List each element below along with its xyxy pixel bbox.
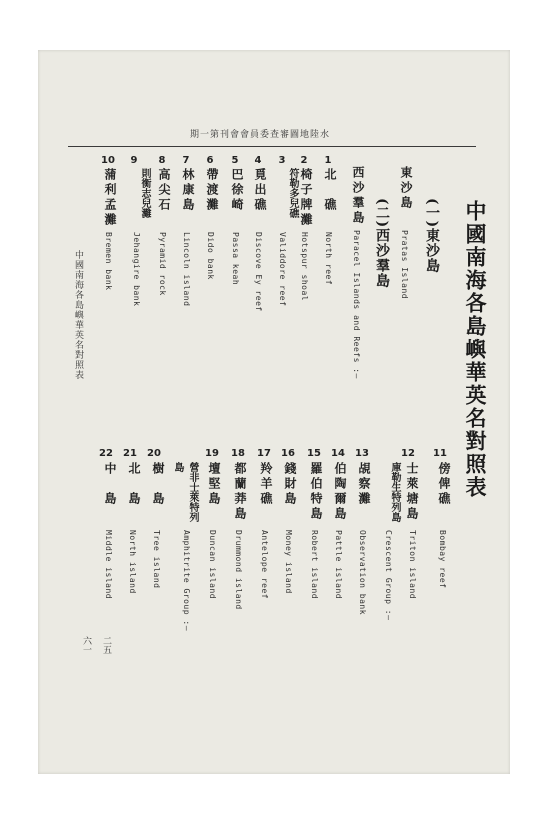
header-rule [68,146,476,147]
entry-zh: 羚羊礁 [259,462,273,507]
entry-en: Tree island [152,530,161,589]
entry-en: Bremen bank [104,232,113,291]
page-number-outer: 六一 [81,636,91,654]
entry-number: 8 [158,155,166,166]
entry-en: Observation bank [358,530,367,616]
entry-zh: 覓出礁 [253,168,267,213]
entry-en: Bombay reef [438,530,447,589]
entry-number: 21 [123,448,137,459]
entry-en: Discove Ey reef [254,232,263,312]
entry-zh: 林康島 [181,168,195,213]
section-heading-pratas: (一)東沙島 [424,198,440,274]
entry-zh: 北 島 [127,462,141,507]
entry-number: 4 [254,155,262,166]
group-zh-paracel: 西沙羣島 [351,166,365,226]
entry-en: Pattle island [334,530,343,600]
entry-number: 10 [101,155,115,166]
entry-en: Passa keah [231,232,240,286]
entry-number: 22 [99,448,113,459]
entry-en: Drummond island [234,530,243,610]
entry-en: Middle island [104,530,113,600]
entry-en: Duncan island [208,530,217,600]
entry-en-group: Amphitrite Group :— [182,530,191,632]
entry-number: 14 [331,448,345,459]
entry-number: 6 [206,155,214,166]
page-number-inner: 二五 [101,636,111,654]
entry-zh: 巴徐崎 [230,168,244,213]
entry-number: 15 [307,448,321,459]
entry-number: 13 [355,448,369,459]
entry-en: Money island [284,530,293,594]
entry-zh: 樹 島 [151,462,165,507]
entry-en: Hotspur shoal [300,232,309,302]
entry-number: 16 [281,448,295,459]
entry-zh: 中 島 [103,462,117,507]
entry-zh-group: 庫勒生特列島 [389,462,400,522]
entry-zh: 壇堅島 [207,462,221,507]
entry-number: 18 [231,448,245,459]
entry-en: North reef [324,232,333,286]
entry-zh: 則衡志兒灘 [139,168,150,218]
entry-en: Dido bank [206,232,215,280]
entry-en: Jehangire bank [132,232,141,307]
entry-zh: 帶渡灘 [205,168,219,213]
entry-en: Pyramid rock [158,232,167,296]
entry-number: 19 [205,448,219,459]
entry-zh: 錢財島 [283,462,297,507]
entry-zh: 蒲利孟灘 [103,168,117,228]
entry-number: 12 [401,448,415,459]
entry-number: 11 [433,448,447,459]
entry-number: 2 [300,155,308,166]
side-running-title: 中國南海各島嶼華英名對照表 [73,250,83,380]
group-zh-pratas: 東沙島 [399,166,413,211]
entry-zh: 都蘭莽島 [233,462,247,522]
entry-number: 7 [182,155,190,166]
entry-number: 9 [130,155,138,166]
entry-zh: 傍俾礁 [437,462,451,507]
entry-en: Validdore reef [278,232,287,307]
group-en-paracel: Paracel Islands and Reefs :— [352,230,361,379]
entry-en-group: Crescent Group :— [384,530,393,621]
entry-en: Antelope reef [260,530,269,600]
page-title: 中國南海各島嶼華英名對照表 [463,200,488,499]
entry-number: 5 [231,155,239,166]
entry-zh: 士萊塘島 [405,462,419,522]
entry-en: Triton island [408,530,417,600]
entry-zh: 覘察灘 [357,462,371,507]
entry-number: 3 [278,155,286,166]
entry-zh: 椅子牌灘 [299,168,313,228]
entry-zh: 高尖石 [157,168,171,213]
entry-en: Lincoln island [182,232,191,307]
entry-zh: 北 礁 [323,168,337,213]
entry-zh: 羅伯特島 [309,462,323,522]
entry-number: 20 [147,448,161,459]
entry-en: North island [128,530,137,594]
group-en-pratas: Pratas Island [400,230,409,300]
entry-zh: 伯陶爾島 [333,462,347,522]
section-heading-paracel: (二)西沙羣島 [374,198,390,289]
entry-zh-group: 營非士萊特列島 [172,462,198,522]
entry-zh: 符勒多兒礁 [287,168,298,218]
entry-en: Robert island [310,530,319,600]
entry-number: 17 [257,448,271,459]
entry-number: 1 [324,155,332,166]
running-header-line: 水陸地圖審查委員會會刊第一期 [190,130,331,140]
